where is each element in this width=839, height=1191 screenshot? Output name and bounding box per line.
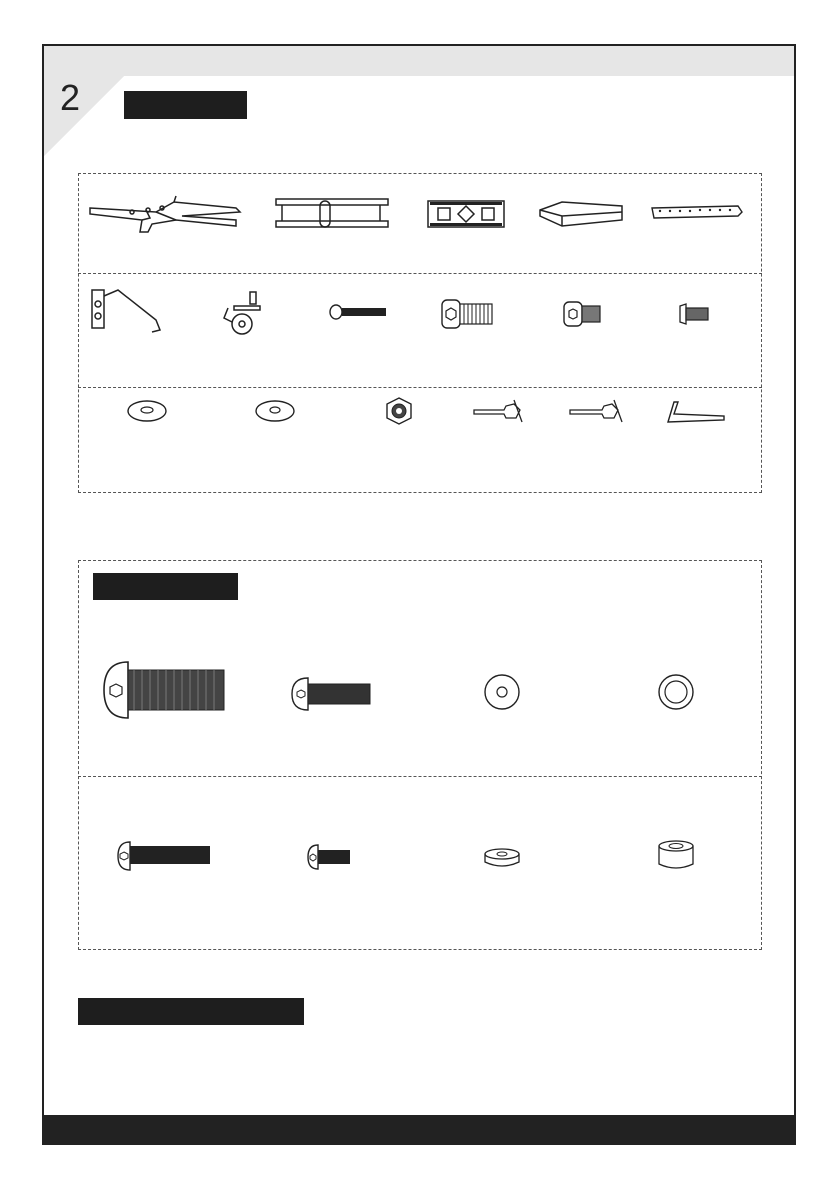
wrench-icon: [470, 396, 528, 426]
column-brackets-icon: [272, 195, 390, 233]
large-button-bolt-icon: [98, 656, 230, 724]
spacer-thick-icon: [656, 838, 696, 872]
components-divider-2: [78, 387, 762, 388]
phillips-screw-icon: [676, 302, 712, 326]
wrench-small-icon: [566, 396, 628, 426]
page-number: 2: [60, 77, 81, 118]
footer-bar: [42, 1115, 796, 1145]
hex-nut-icon: [384, 396, 414, 426]
base-frame-icon: [86, 190, 246, 235]
short-button-bolt-icon: [304, 842, 352, 872]
vesa-rail-icon: [648, 200, 744, 226]
components-divider-1: [78, 273, 762, 274]
corner-triangle: [44, 46, 134, 158]
hardware-divider: [78, 776, 762, 777]
long-threaded-bolt-icon: [114, 838, 214, 874]
flat-washer-icon: [126, 398, 168, 424]
spacer-thin-icon: [482, 846, 522, 872]
mounting-plate-icon: [426, 198, 506, 230]
hardware-box: [78, 560, 762, 950]
components-header-bar: [124, 91, 247, 119]
long-bolt-icon: [328, 302, 390, 322]
ring-washer-icon: [656, 672, 696, 712]
hardware-header-bar: [93, 573, 238, 600]
medium-button-bolt-icon: [288, 674, 374, 714]
cable-clip-bracket-icon: [88, 286, 168, 342]
header-band: [44, 46, 794, 76]
hex-socket-bolt-icon: [440, 298, 496, 330]
short-socket-bolt-icon: [562, 300, 604, 328]
small-washer-icon: [482, 672, 522, 712]
tools-header-bar: [78, 998, 304, 1025]
allen-key-icon: [664, 398, 728, 424]
large-washer-icon: [254, 398, 296, 424]
caster-wheel-icon: [214, 288, 270, 340]
shelf-tray-icon: [536, 196, 628, 232]
